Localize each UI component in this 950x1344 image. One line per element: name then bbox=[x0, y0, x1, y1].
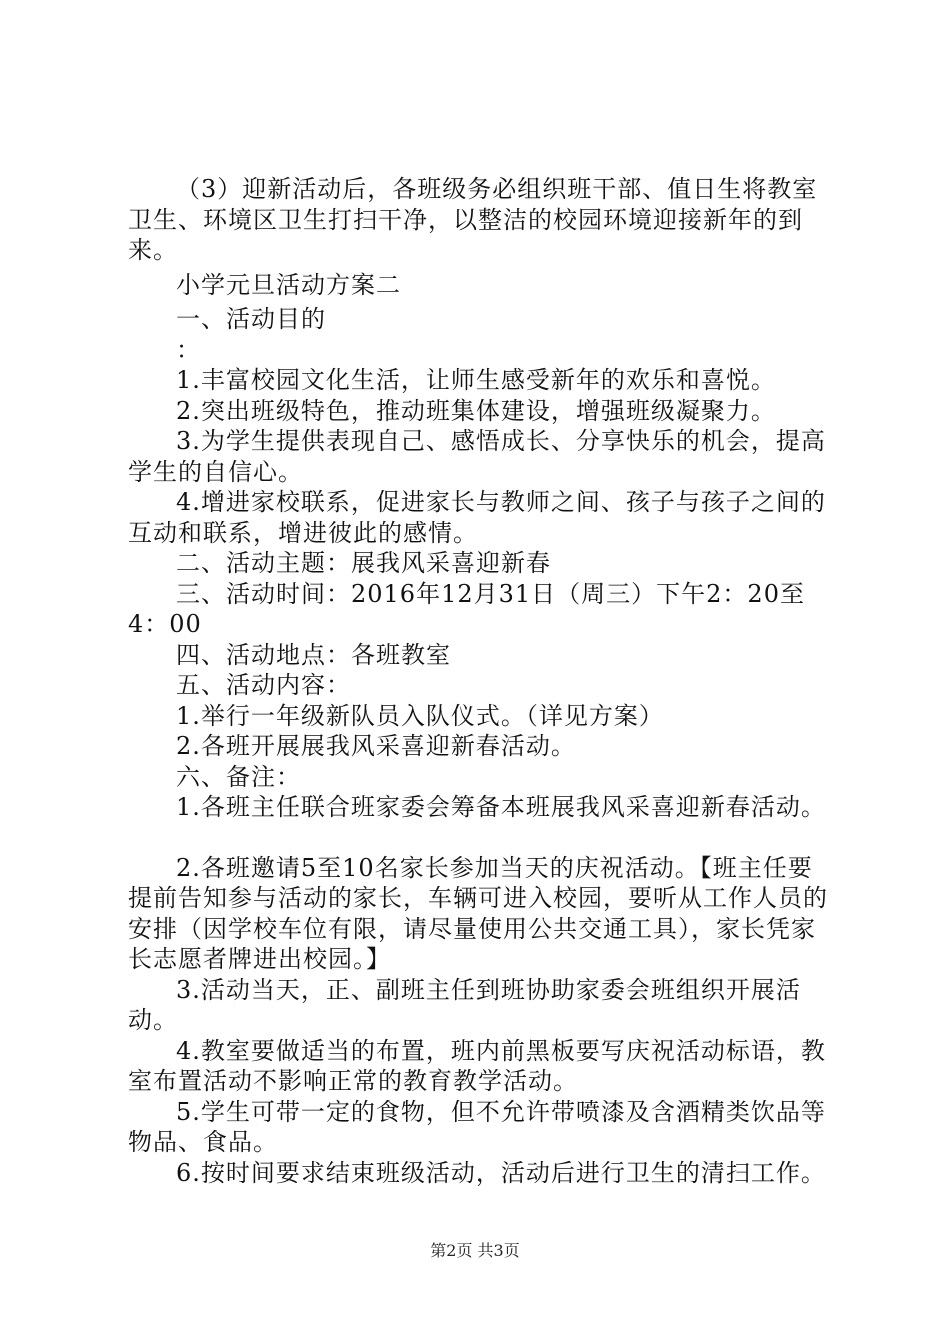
heading-content: 五、活动内容： bbox=[176, 671, 351, 699]
note-item-6: 6.按时间要求结束班级活动，活动后进行卫生的清扫工作。 bbox=[176, 1158, 826, 1187]
heading-time: 三、活动时间：2016年12月31日（周三）下午2：20至4：00 bbox=[128, 579, 805, 638]
purpose-item-1: 1.丰富校园文化生活，让师生感受新年的欢乐和喜悦。 bbox=[176, 366, 776, 394]
heading-location: 四、活动地点：各班教室 bbox=[176, 640, 451, 669]
page-number-footer: 第2页 共3页 bbox=[430, 1241, 520, 1260]
content-item-2: 2.各班开展展我风采喜迎新春活动。 bbox=[176, 732, 576, 760]
purpose-item-2: 2.突出班级特色，推动班集体建设，增强班级凝聚力。 bbox=[176, 396, 776, 425]
note-item-5: 5.学生可带一定的食物，但不允许带喷漆及含酒精类饮品等物品、食品。 bbox=[128, 1097, 826, 1156]
heading-purpose: 一、活动目的 bbox=[176, 305, 326, 333]
heading-theme: 二、活动主题：展我风采喜迎新春 bbox=[176, 549, 551, 577]
colon-line: ： bbox=[176, 335, 201, 364]
note-item-1: 1.各班主任联合班家委会筹备本班展我风采喜迎新春活动。 bbox=[176, 793, 826, 821]
section-title: 小学元旦活动方案二 bbox=[176, 270, 401, 299]
note-item-2: 2.各班邀请5至10名家长参加当天的庆祝活动。【班主任要提前告知参与活动的家长，车辆可进入校园，要听从工作人员的安排（因学校车位有限，请尽量使用公共交通工具），家长凭家长志愿者牌进出校园。】 bbox=[128, 853, 828, 973]
purpose-item-3: 3.为学生提供表现自己、感悟成长、分享快乐的机会，提高学生的自信心。 bbox=[128, 427, 826, 486]
document-body bbox=[128, 174, 828, 1188]
note-item-4: 4.教室要做适当的布置，班内前黑板要写庆祝活动标语，教室布置活动不影响正常的教育教学活动。 bbox=[128, 1036, 826, 1095]
purpose-item-4: 4.增进家校联系，促进家长与教师之间、孩子与孩子之间的互动和联系，增进彼此的感情。 bbox=[128, 488, 826, 547]
content-item-1: 1.举行一年级新队员入队仪式。（详见方案） bbox=[176, 701, 664, 730]
note-item-3: 3.活动当天，正、副班主任到班协助家委会班组织开展活动。 bbox=[128, 975, 801, 1034]
heading-notes: 六、备注： bbox=[176, 762, 301, 791]
paragraph-cleanup-note: （3）迎新活动后，各班级务必组织班干部、值日生将教室卫生、环境区卫生打扫干净，以整洁的校园环境迎接新年的到来。 bbox=[128, 175, 818, 264]
